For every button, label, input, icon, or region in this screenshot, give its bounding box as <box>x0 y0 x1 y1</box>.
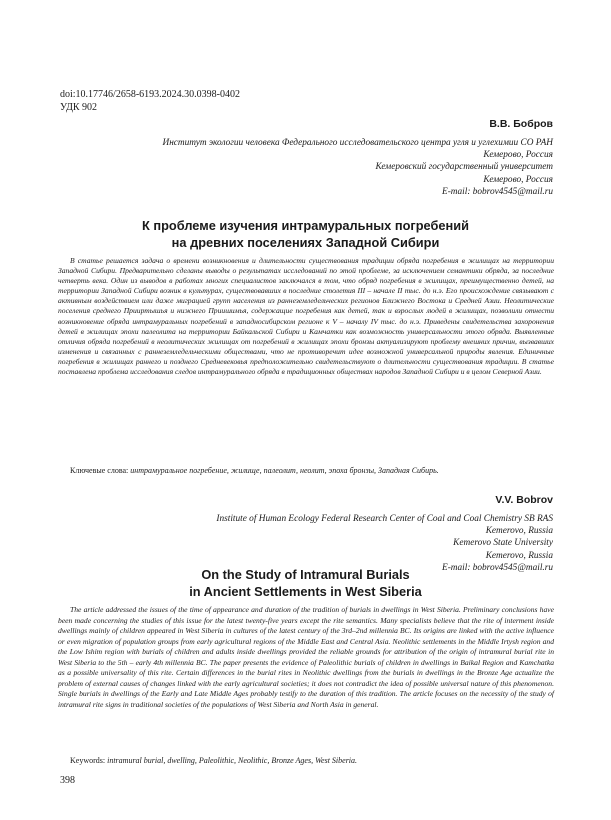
title-en-line2: in Ancient Settlements in West Siberia <box>189 584 422 599</box>
abstract-en: The article addressed the issues of the time of appearance and duration of the tradition of burials in dwellings in West Siberia. Preliminary conclusions have been made concerning the studies of this issue for the latest twenty-five years except the rite semantics. Many specialists believe that the rite of interment inside dwellings mainly of children appeared in West Siberia in cultures of the latest century of the 3rd–2nd millennia BC. Its origins are linked with the active influence or even migration of population groups from early agricultural regions of the Middle East and Central Asia. Neolithic settlements in the Middle Irtysh region and the Low Ishim region with burials of children and adults inside dwellings provided the reliable grounds for attribution of the origin of intramural burial rite in West Siberia to the 5th – early 4th millennia BC. The paper presents the evidence of Paleolithic burials of children in dwellings in Baikal Region and Kamchatka as a possible universality of this rite. Certain differences in the burial rites in Neolithic dwellings from the burials in dwellings in the Bronze Age actualize the problem of external causes of changes linked with the early agricultural societies; it does not contradict the idea of possible universal nature of this phenomenon. Single burials in dwellings of the Early and Late Middle Ages probably testify to the duration of this tradition. The article focuses on the necessity of the study of intramural rite signs in traditional societies of the populations of West Siberia and North Asia in general. <box>58 605 554 709</box>
keywords-en <box>70 755 556 766</box>
keywords-ru-label: Ключевые слова: <box>70 466 129 475</box>
doi: doi:10.17746/2658-6193.2024.30.0398-0402 <box>60 89 240 100</box>
keywords-en-label: Keywords: <box>70 756 106 765</box>
page-number: 398 <box>60 775 75 786</box>
title-en <box>50 566 561 600</box>
title-ru-line1: К проблеме изучения интрамуральных погребений <box>142 218 469 233</box>
affiliation-en-line: Kemerovo, Russia <box>485 550 553 561</box>
title-ru-line2: на древних поселениях Западной Сибири <box>171 235 440 250</box>
affiliation-en-line: E-mail: bobrov4545@mail.ru <box>442 562 553 573</box>
title-en-line1: On the Study of Intramural Burials <box>201 567 410 582</box>
affiliation-en-line: Kemerovo, Russia <box>485 526 553 537</box>
affiliation-en <box>216 513 553 574</box>
affiliation-ru <box>162 137 553 198</box>
affiliation-ru-line: E-mail: bobrov4545@mail.ru <box>442 186 553 197</box>
affiliation-ru-line: Кемеровский государственный университет <box>375 162 553 173</box>
keywords-ru-text: интрамуральное погребение, жилище, палеолит, неолит, эпоха бронзы, Западная Сибирь. <box>130 466 439 475</box>
abstract-ru: В статье решается задача о времени возникновения и длительности существования традиции обряда погребения в жилищах на территории Западной Сибири. Предварительно сделаны выводы о результатах исследований по этой проблеме, за исключением семантики обряда, за последние четверть века. Один из выводов в работах многих специалистов заключался в том, что обряд погребения в жилищах, преимущественно детей, на территории Западной Сибири возник в культурах, существовавших в последние столетия III – начале II тыс. до н.э. Его происхождение связывают с активным воздействием или даже миграцией групп населения из раннеземледельческих регионов Ближнего Востока и Средней Азии. Неолитические поселения среднего Прииртышья и нижнего Приишимья, содержащие погребения как детей, так и взрослых людей в жилищах, позволили отнести возникновение обряда интрамуральных погребений в западносибирском регионе к V – началу IV тыс. до н.э. Приведены свидетельства захоронения детей в жилищах эпохи палеолита на территории Байкальской Сибири и Камчатки как возможность универсальности этого обряда. Выявленные отличия обряда погребений в неолитических жилищах от погребений в жилищах эпохи бронзы актуализируют проблему внешних причин, вызвавших изменения и связанных с раннеземледельческими обществами, что не противоречит идее возможной универсальной природы явления. Единичные погребения в жилищах раннего и позднего Средневековья предположительно свидетельствуют о длительности существования традиции. В статье поставлена проблема исследования следов интрамурального обряда в традиционных обществах народов Западной Сибири и в целом Северной Азии. <box>58 256 554 377</box>
author-ru: В.В. Бобров <box>489 118 553 130</box>
affiliation-en-line: Kemerovo State University <box>453 538 553 549</box>
title-ru <box>50 217 561 251</box>
affiliation-ru-line: Институт экологии человека Федерального исследовательского центра угля и углехимии СО РАН <box>162 138 553 148</box>
keywords-en-text: intramural burial, dwelling, Paleolithic, Neolithic, Bronze Ages, West Siberia. <box>107 756 358 765</box>
author-en: V.V. Bobrov <box>495 494 553 506</box>
affiliation-ru-line: Кемерово, Россия <box>483 150 553 161</box>
affiliation-en-line: Institute of Human Ecology Federal Research Center of Coal and Coal Chemistry SB RAS <box>216 514 553 524</box>
affiliation-ru-line: Кемерово, Россия <box>483 174 553 185</box>
keywords-ru <box>70 465 556 476</box>
udk-code: УДК 902 <box>60 102 98 113</box>
